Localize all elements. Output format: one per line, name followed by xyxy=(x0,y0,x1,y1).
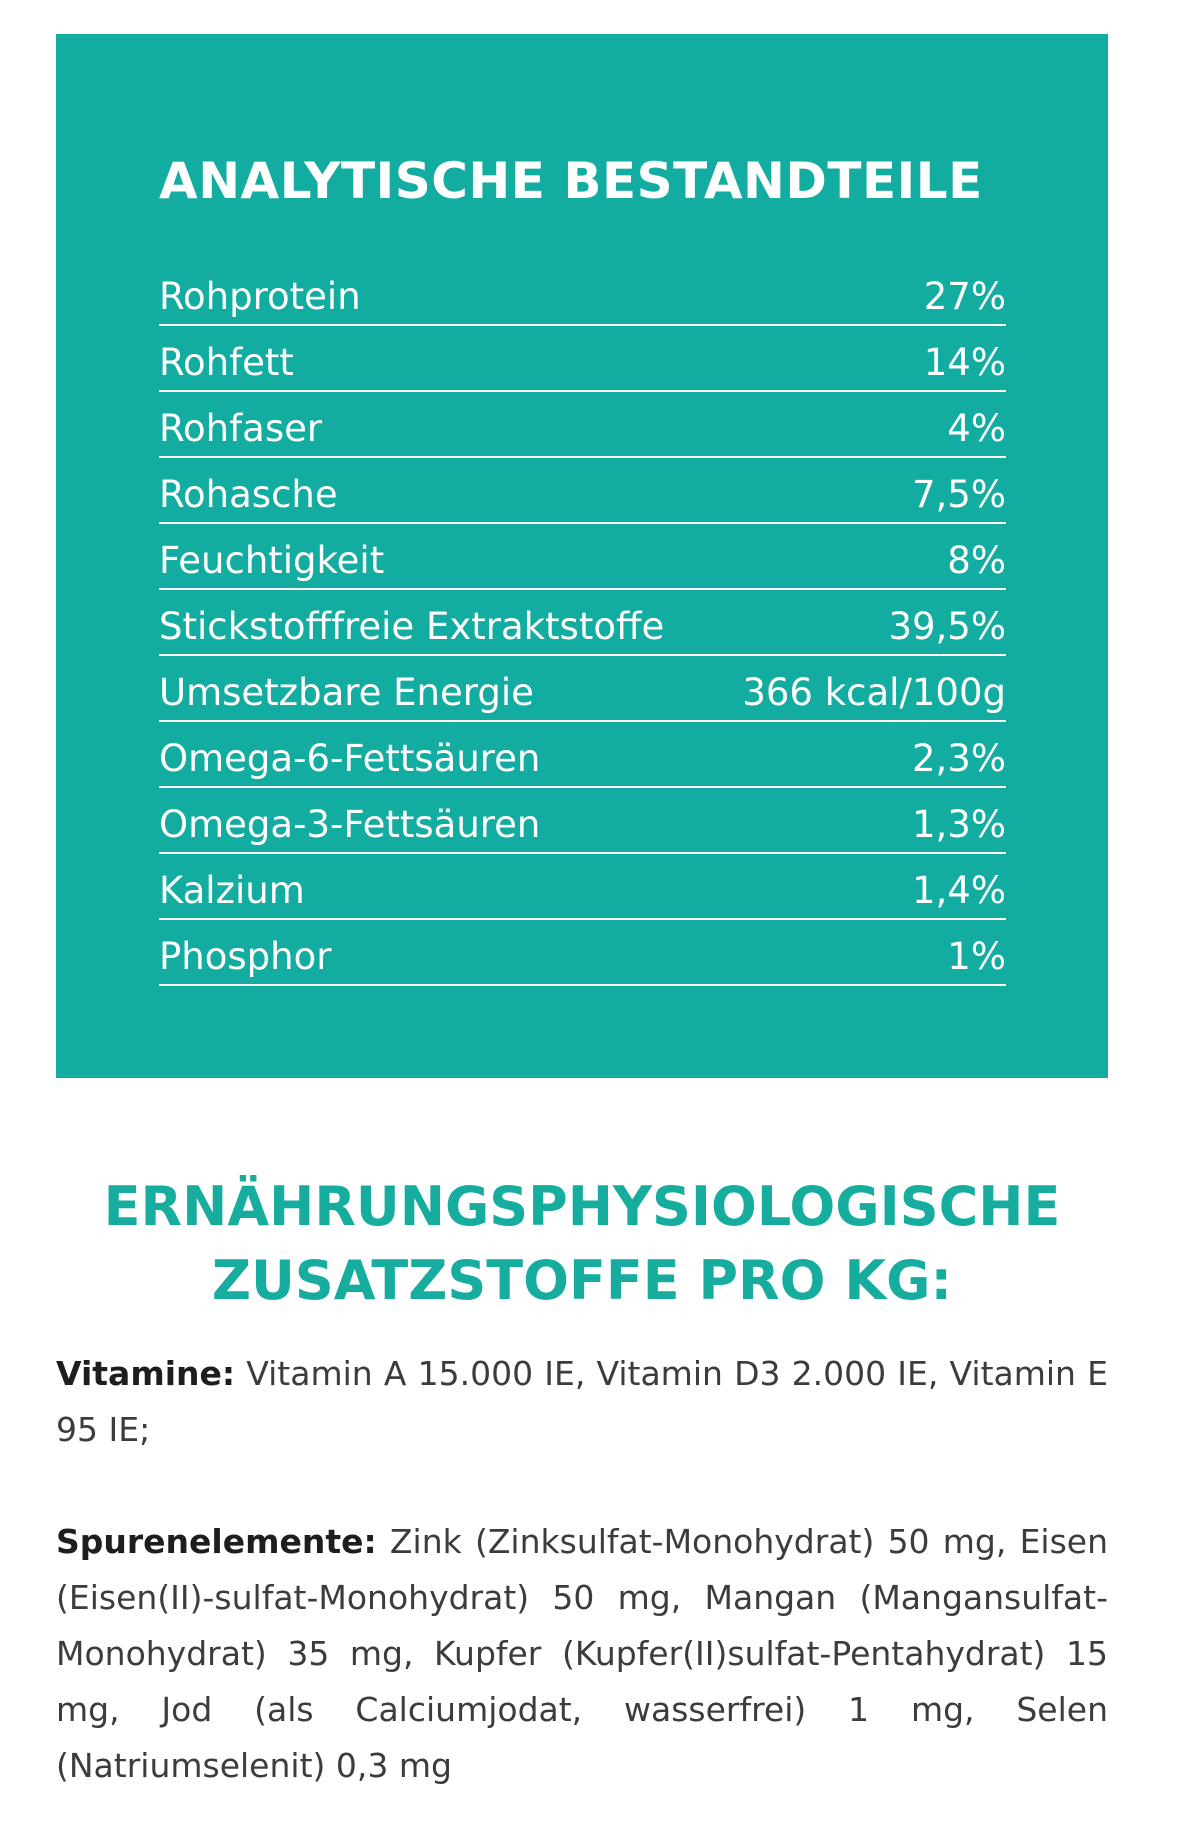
row-label: Umsetzbare Energie xyxy=(159,671,534,714)
row-value: 8% xyxy=(947,539,1006,582)
table-row xyxy=(159,590,1006,656)
row-value: 1,3% xyxy=(912,803,1006,846)
row-value: 27% xyxy=(923,275,1006,318)
row-label: Rohasche xyxy=(159,473,338,516)
table-row xyxy=(159,392,1006,458)
table-row xyxy=(159,722,1006,788)
row-label: Rohfett xyxy=(159,341,294,384)
row-value: 1% xyxy=(947,935,1006,978)
row-label: Rohprotein xyxy=(159,275,361,318)
row-value: 1,4% xyxy=(912,869,1006,912)
analytic-table xyxy=(159,260,1006,986)
table-row xyxy=(159,524,1006,590)
row-value: 366 kcal/100g xyxy=(742,671,1006,714)
spurenelemente-label: Spurenelemente: xyxy=(56,1522,377,1561)
table-row xyxy=(159,326,1006,392)
row-label: Omega-3-Fettsäuren xyxy=(159,803,541,846)
row-label: Stickstofffreie Extraktstoffe xyxy=(159,605,665,648)
additives-title-line1: ERNÄHRUNGSPHYSIOLOGISCHE xyxy=(103,1175,1061,1238)
vitamine-text: Vitamin A 15.000 IE, Vitamin D3 2.000 IE, Vitamin E 95 IE; xyxy=(56,1354,1108,1449)
spurenelemente-text: Zink (Zinksulfat-Monohydrat) 50 mg, Eisen (Eisen(II)-sulfat-Monohydrat) 50 mg, Mangan (Mangansulfat-Monohydrat) 35 mg, Kupfer (Kupfer(II)sulfat-Pentahydrat) 15 mg, Jod (als Calciumjodat, wasserfrei) 1 mg, Selen (Natriumselenit) 0,3 mg xyxy=(56,1522,1108,1785)
analytic-panel xyxy=(56,34,1108,1078)
table-row xyxy=(159,854,1006,920)
row-label: Phosphor xyxy=(159,935,332,978)
row-value: 14% xyxy=(923,341,1006,384)
row-value: 7,5% xyxy=(912,473,1006,516)
vitamine-label: Vitamine: xyxy=(56,1354,236,1393)
panel-title: ANALYTISCHE BESTANDTEILE xyxy=(159,152,983,210)
table-row xyxy=(159,920,1006,986)
spurenelemente-paragraph xyxy=(56,1514,1108,1794)
vitamine-paragraph xyxy=(56,1346,1108,1458)
additives-title xyxy=(56,1170,1108,1318)
table-row xyxy=(159,788,1006,854)
row-value: 4% xyxy=(947,407,1006,450)
row-label: Rohfaser xyxy=(159,407,323,450)
table-row xyxy=(159,260,1006,326)
row-value: 39,5% xyxy=(888,605,1006,648)
additives-title-line2: ZUSATZSTOFFE PRO KG: xyxy=(211,1249,953,1312)
row-label: Kalzium xyxy=(159,869,305,912)
table-row xyxy=(159,656,1006,722)
row-value: 2,3% xyxy=(912,737,1006,780)
row-label: Feuchtigkeit xyxy=(159,539,385,582)
row-label: Omega-6-Fettsäuren xyxy=(159,737,541,780)
table-row xyxy=(159,458,1006,524)
